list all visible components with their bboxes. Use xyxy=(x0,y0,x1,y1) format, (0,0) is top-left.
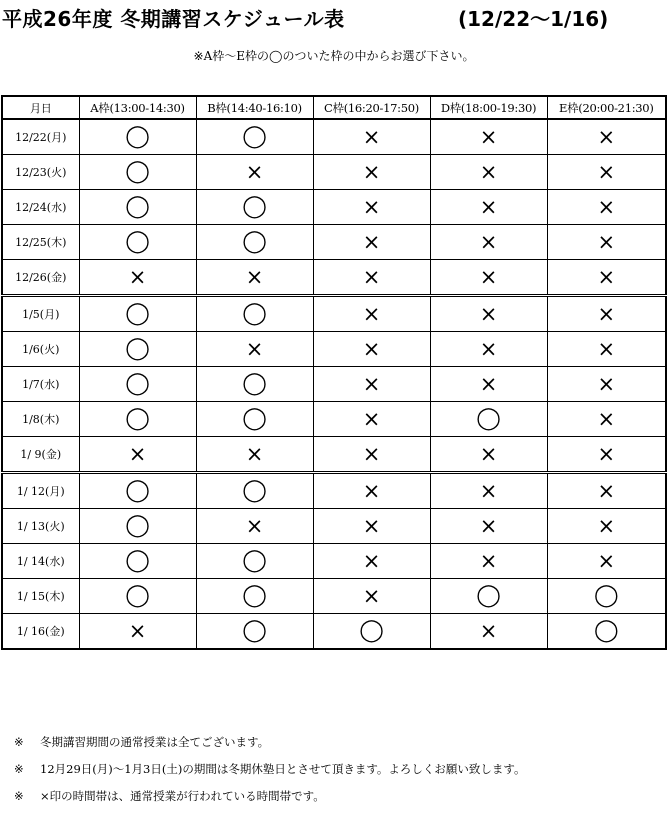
unavailable-mark: × xyxy=(362,264,381,289)
slot-cell-e xyxy=(547,296,666,332)
slot-cell-c xyxy=(313,544,430,579)
unavailable-mark: × xyxy=(245,336,264,361)
available-mark: ◯ xyxy=(242,618,267,643)
unavailable-mark: × xyxy=(479,513,498,538)
date-cell: 1/8(木) xyxy=(2,402,79,437)
available-mark: ◯ xyxy=(593,583,619,608)
slot-cell-a xyxy=(79,437,196,473)
table-row xyxy=(2,332,666,367)
available-mark: ◯ xyxy=(242,301,267,326)
note-item xyxy=(14,788,664,815)
unavailable-mark: × xyxy=(597,194,616,219)
date-range: (12/22〜1/16) xyxy=(458,7,609,31)
slot-cell-b xyxy=(196,402,313,437)
slot-cell-c xyxy=(313,473,430,509)
table-row xyxy=(2,190,666,225)
unavailable-mark: × xyxy=(597,406,616,431)
date-cell: 1/ 9(金) xyxy=(2,437,79,473)
unavailable-mark: × xyxy=(597,441,616,466)
unavailable-mark: × xyxy=(362,194,381,219)
table-row xyxy=(2,473,666,509)
date-cell: 1/ 12(月) xyxy=(2,473,79,509)
note-bullet: ※ xyxy=(14,735,24,749)
slot-cell-a xyxy=(79,119,196,155)
instruction-text: ※A枠〜E枠の◯のついた枠の中からお選び下さい。 xyxy=(193,49,475,63)
slot-cell-d xyxy=(430,225,547,260)
available-mark: ◯ xyxy=(593,618,619,643)
slot-cell-b xyxy=(196,544,313,579)
unavailable-mark: × xyxy=(597,513,616,538)
slot-cell-e xyxy=(547,332,666,367)
unavailable-mark: × xyxy=(362,513,381,538)
slot-cell-c xyxy=(313,190,430,225)
slot-cell-a xyxy=(79,260,196,296)
unavailable-mark: × xyxy=(362,548,381,573)
slot-cell-d xyxy=(430,614,547,650)
slot-cell-c xyxy=(313,367,430,402)
table-row xyxy=(2,402,666,437)
note-text: 12月29日(月)〜1月3日(土)の期間は冬期休塾日とさせて頂きます。よろしくお願い致します。 xyxy=(40,762,526,776)
slot-cell-b xyxy=(196,509,313,544)
slot-cell-b xyxy=(196,119,313,155)
unavailable-mark: × xyxy=(597,264,616,289)
slot-cell-d xyxy=(430,332,547,367)
available-mark: ◯ xyxy=(242,406,267,431)
date-cell: 1/ 14(水) xyxy=(2,544,79,579)
slot-cell-c xyxy=(313,614,430,650)
slot-cell-c xyxy=(313,296,430,332)
unavailable-mark: × xyxy=(597,548,616,573)
slot-cell-b xyxy=(196,260,313,296)
unavailable-mark: × xyxy=(362,124,381,149)
date-cell: 1/6(火) xyxy=(2,332,79,367)
header-slot-d: D枠(18:00-19:30) xyxy=(430,96,547,119)
unavailable-mark: × xyxy=(362,301,381,326)
available-mark: ◯ xyxy=(125,583,150,608)
slot-cell-e xyxy=(547,437,666,473)
slot-cell-c xyxy=(313,437,430,473)
slot-cell-d xyxy=(430,544,547,579)
slot-cell-a xyxy=(79,473,196,509)
unavailable-mark: × xyxy=(479,124,498,149)
unavailable-mark: × xyxy=(597,124,616,149)
slot-cell-e xyxy=(547,260,666,296)
slot-cell-b xyxy=(196,367,313,402)
slot-cell-d xyxy=(430,437,547,473)
available-mark: ◯ xyxy=(125,301,150,326)
slot-cell-d xyxy=(430,579,547,614)
table-header-row xyxy=(2,96,666,119)
note-text: 冬期講習期間の通常授業は全てございます。 xyxy=(40,735,270,749)
slot-cell-d xyxy=(430,155,547,190)
table-row xyxy=(2,544,666,579)
table-row xyxy=(2,225,666,260)
date-cell: 1/5(月) xyxy=(2,296,79,332)
slot-cell-d xyxy=(430,509,547,544)
unavailable-mark: × xyxy=(479,301,498,326)
slot-cell-e xyxy=(547,509,666,544)
unavailable-mark: × xyxy=(597,229,616,254)
header-slot-c: C枠(16:20-17:50) xyxy=(313,96,430,119)
unavailable-mark: × xyxy=(597,301,616,326)
unavailable-mark: × xyxy=(362,229,381,254)
title-row xyxy=(2,3,666,33)
slot-cell-c xyxy=(313,509,430,544)
slot-cell-e xyxy=(547,367,666,402)
unavailable-mark: × xyxy=(245,264,264,289)
table-row xyxy=(2,367,666,402)
date-cell: 1/ 15(木) xyxy=(2,579,79,614)
available-mark: ◯ xyxy=(242,194,267,219)
schedule-body xyxy=(2,119,666,649)
table-row xyxy=(2,260,666,296)
header-slot-a: A枠(13:00-14:30) xyxy=(79,96,196,119)
note-item xyxy=(14,761,664,788)
header-slot-e: E枠(20:00-21:30) xyxy=(547,96,666,119)
unavailable-mark: × xyxy=(479,478,498,503)
unavailable-mark: × xyxy=(245,441,264,466)
notes xyxy=(14,734,664,815)
unavailable-mark: × xyxy=(479,371,498,396)
date-cell: 1/ 13(火) xyxy=(2,509,79,544)
slot-cell-c xyxy=(313,260,430,296)
unavailable-mark: × xyxy=(597,371,616,396)
unavailable-mark: × xyxy=(479,441,498,466)
slot-cell-e xyxy=(547,155,666,190)
table-row xyxy=(2,437,666,473)
available-mark: ◯ xyxy=(125,124,150,149)
slot-cell-c xyxy=(313,579,430,614)
available-mark: ◯ xyxy=(125,513,150,538)
unavailable-mark: × xyxy=(362,406,381,431)
unavailable-mark: × xyxy=(128,264,147,289)
slot-cell-b xyxy=(196,614,313,650)
slot-cell-d xyxy=(430,402,547,437)
slot-cell-a xyxy=(79,614,196,650)
available-mark: ◯ xyxy=(242,548,267,573)
available-mark: ◯ xyxy=(125,406,150,431)
slot-cell-a xyxy=(79,402,196,437)
slot-cell-e xyxy=(547,225,666,260)
unavailable-mark: × xyxy=(362,583,381,608)
date-cell: 12/25(木) xyxy=(2,225,79,260)
available-mark: ◯ xyxy=(125,194,150,219)
available-mark: ◯ xyxy=(125,478,150,503)
slot-cell-e xyxy=(547,544,666,579)
slot-cell-c xyxy=(313,332,430,367)
slot-cell-a xyxy=(79,544,196,579)
unavailable-mark: × xyxy=(597,336,616,361)
table-row xyxy=(2,296,666,332)
slot-cell-c xyxy=(313,155,430,190)
unavailable-mark: × xyxy=(362,478,381,503)
slot-cell-d xyxy=(430,296,547,332)
note-item xyxy=(14,734,664,761)
unavailable-mark: × xyxy=(128,618,147,643)
date-cell: 12/26(金) xyxy=(2,260,79,296)
unavailable-mark: × xyxy=(597,159,616,184)
slot-cell-b xyxy=(196,190,313,225)
unavailable-mark: × xyxy=(479,194,498,219)
available-mark: ◯ xyxy=(476,583,501,608)
slot-cell-e xyxy=(547,614,666,650)
available-mark: ◯ xyxy=(242,478,267,503)
available-mark: ◯ xyxy=(125,159,150,184)
unavailable-mark: × xyxy=(362,371,381,396)
slot-cell-a xyxy=(79,332,196,367)
note-bullet: ※ xyxy=(14,762,24,776)
available-mark: ◯ xyxy=(125,229,150,254)
unavailable-mark: × xyxy=(597,478,616,503)
slot-cell-a xyxy=(79,296,196,332)
available-mark: ◯ xyxy=(125,336,150,361)
slot-cell-c xyxy=(313,119,430,155)
unavailable-mark: × xyxy=(479,336,498,361)
available-mark: ◯ xyxy=(125,371,150,396)
slot-cell-e xyxy=(547,579,666,614)
available-mark: ◯ xyxy=(359,618,384,643)
slot-cell-b xyxy=(196,579,313,614)
available-mark: ◯ xyxy=(242,124,267,149)
slot-cell-e xyxy=(547,190,666,225)
available-mark: ◯ xyxy=(242,371,267,396)
unavailable-mark: × xyxy=(479,264,498,289)
unavailable-mark: × xyxy=(479,159,498,184)
slot-cell-a xyxy=(79,579,196,614)
header-slot-b: B枠(14:40-16:10) xyxy=(196,96,313,119)
slot-cell-b xyxy=(196,225,313,260)
unavailable-mark: × xyxy=(245,159,264,184)
date-cell: 12/22(月) xyxy=(2,119,79,155)
table-row xyxy=(2,579,666,614)
unavailable-mark: × xyxy=(362,441,381,466)
date-cell: 1/7(水) xyxy=(2,367,79,402)
slot-cell-e xyxy=(547,402,666,437)
unavailable-mark: × xyxy=(128,441,147,466)
slot-cell-a xyxy=(79,190,196,225)
available-mark: ◯ xyxy=(242,229,267,254)
slot-cell-b xyxy=(196,296,313,332)
slot-cell-d xyxy=(430,367,547,402)
slot-cell-b xyxy=(196,332,313,367)
available-mark: ◯ xyxy=(242,583,267,608)
unavailable-mark: × xyxy=(479,618,498,643)
slot-cell-d xyxy=(430,119,547,155)
slot-cell-e xyxy=(547,473,666,509)
slot-cell-b xyxy=(196,473,313,509)
slot-cell-c xyxy=(313,225,430,260)
unavailable-mark: × xyxy=(362,336,381,361)
date-cell: 12/23(火) xyxy=(2,155,79,190)
unavailable-mark: × xyxy=(479,229,498,254)
table-row xyxy=(2,509,666,544)
slot-cell-b xyxy=(196,437,313,473)
date-cell: 1/ 16(金) xyxy=(2,614,79,650)
available-mark: ◯ xyxy=(476,406,501,431)
table-row xyxy=(2,614,666,650)
slot-cell-e xyxy=(547,119,666,155)
slot-cell-d xyxy=(430,190,547,225)
slot-cell-a xyxy=(79,509,196,544)
slot-cell-a xyxy=(79,367,196,402)
header-date: 月日 xyxy=(2,96,79,119)
slot-cell-d xyxy=(430,473,547,509)
page-title: 平成26年度 冬期講習スケジュール表 xyxy=(2,7,345,31)
available-mark: ◯ xyxy=(125,548,150,573)
schedule-table xyxy=(1,95,667,650)
table-row xyxy=(2,155,666,190)
slot-cell-a xyxy=(79,225,196,260)
date-cell: 12/24(水) xyxy=(2,190,79,225)
note-bullet: ※ xyxy=(14,789,24,803)
unavailable-mark: × xyxy=(362,159,381,184)
note-text: ×印の時間帯は、通常授業が行われている時間帯です。 xyxy=(40,789,325,803)
slot-cell-a xyxy=(79,155,196,190)
slot-cell-d xyxy=(430,260,547,296)
unavailable-mark: × xyxy=(245,513,264,538)
unavailable-mark: × xyxy=(479,548,498,573)
slot-cell-c xyxy=(313,402,430,437)
table-row xyxy=(2,119,666,155)
slot-cell-b xyxy=(196,155,313,190)
